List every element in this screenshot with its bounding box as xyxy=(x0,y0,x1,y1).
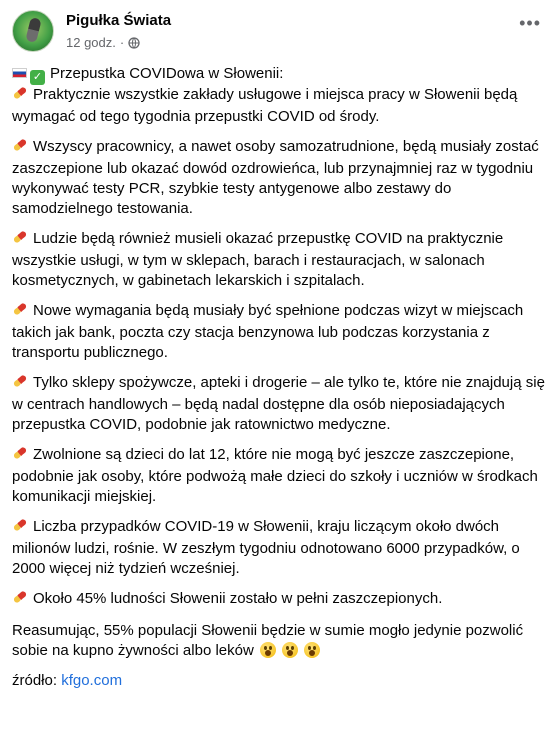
source-label: źródło: xyxy=(12,672,58,689)
page-avatar[interactable] xyxy=(12,10,54,52)
bullet-text: Ludzie będą również musieli okazać przepustkę COVID na praktycznie wszystkie usługi, w tym w sklepach, barach i restauracjach, w salonach kosmetycznych, w gabinetach lekarskich i szpitalach. xyxy=(12,230,504,289)
globe-icon[interactable] xyxy=(128,37,140,49)
bullet-text: Nowe wymagania będą musiały być spełnione podczas wizyt w miejscach takich jak bank, poczta czy stacja benzynowa lub podczas korzystania z transportu publicznego. xyxy=(12,302,524,361)
post-time[interactable]: 12 godz. xyxy=(66,35,116,50)
wow-face-icon xyxy=(282,642,298,658)
post-title-line xyxy=(12,64,545,85)
summary-text: Reasumując, 55% populacji Słowenii będzie w sumie mogło jedynie pozwolić sobie na kupno żywności albo leków xyxy=(12,622,524,659)
bullet-text: Wszyscy pracownicy, a nawet osoby samozatrudnione, będą musiały zostać zaszczepione lub okazać dowód ozdrowieńca, lub przynajmniej raz w tygodniu wykonywać testy PCR, szybkie testy antygenowe albo zestawy do samodzielnego testowania. xyxy=(12,138,539,217)
bullet-paragraph xyxy=(12,229,545,291)
pill-icon xyxy=(12,301,28,323)
post-body xyxy=(12,64,545,701)
pill-icon xyxy=(12,229,28,251)
meta-separator: · xyxy=(119,35,125,50)
bullet-text: Tylko sklepy spożywcze, apteki i drogerie – ale tylko te, które nie znajdują się w centrach handlowych – będą nadal dostępne dla osób nieposiadających przepustka COVID, podobnie jak ratownictwo medyczne. xyxy=(12,374,545,433)
bullet-text: Praktycznie wszystkie zakłady usługowe i miejsca pracy w Słowenii będą wymagać od tego tygodnia przepustki COVID od środy. xyxy=(12,86,518,125)
bullet-text: Liczba przypadków COVID-19 w Słowenii, kraju liczącym około dwóch milionów ludzi, rośnie. W zeszłym tygodniu odnotowano 6000 przypadków, o 2000 więcej niż tydzień wcześniej. xyxy=(12,518,520,577)
more-options-button[interactable]: ••• xyxy=(519,13,541,33)
wow-face-icon xyxy=(260,642,276,658)
bullet-paragraph xyxy=(12,445,545,507)
summary-paragraph xyxy=(12,621,545,661)
source-line xyxy=(12,671,545,691)
bullet-paragraph xyxy=(12,301,545,363)
page-name[interactable]: Pigułka Świata xyxy=(66,12,172,29)
green-check-icon: ✓ xyxy=(30,70,45,85)
pill-icon xyxy=(12,517,28,539)
avatar-pill-icon xyxy=(25,17,41,43)
pill-icon xyxy=(12,373,28,395)
bullet-paragraph xyxy=(12,517,545,579)
bullet-text: Zwolnione są dzieci do lat 12, które nie mogą być jeszcze zaszczepione, podobnie jak osoby, które podwożą małe dzieci do szkoły i uczniów w środkach komunikacji miejskiej. xyxy=(12,446,538,505)
bullet-paragraph xyxy=(12,137,545,219)
pill-icon xyxy=(12,445,28,467)
pill-icon xyxy=(12,137,28,159)
bullet-paragraph xyxy=(12,85,545,127)
post-title: Przepustka COVIDowa w Słowenii: xyxy=(50,65,284,82)
post-meta xyxy=(66,35,140,50)
post-header xyxy=(12,10,545,56)
bullet-paragraph xyxy=(12,589,545,611)
wow-face-icon xyxy=(304,642,320,658)
bullet-paragraph xyxy=(12,373,545,435)
pill-icon xyxy=(12,589,28,611)
slovenia-flag-icon xyxy=(12,68,27,78)
bullet-text: Około 45% ludności Słowenii zostało w pełni zaszczepionych. xyxy=(33,590,443,607)
pill-icon xyxy=(12,85,28,107)
source-link[interactable]: kfgo.com xyxy=(61,672,123,689)
